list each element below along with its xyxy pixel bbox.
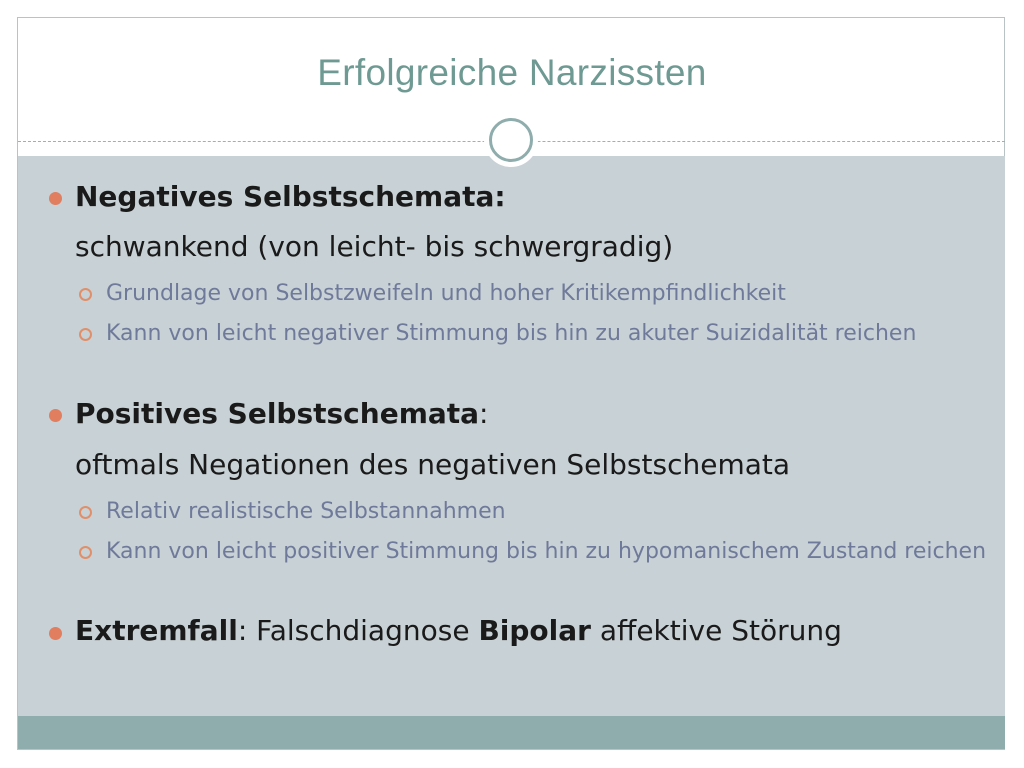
bullet-extremfall: Extremfall: Falschdiagnose Bipolar affektive Störung [75,614,842,647]
slide-title: Erfolgreiche Narzissten [317,52,707,93]
circle-emblem-icon [484,113,538,167]
bullet-dot-icon [49,409,62,422]
sub-bullet-ring-icon [79,288,92,301]
bullet-text-negative: schwankend (von leicht- bis schwergradig) [75,230,674,263]
sub-bullet-text: Kann von leicht negativer Stimmung bis hin zu akuter Suizidalität reichen [106,321,917,346]
footer-bar [18,716,1005,749]
bullet-dot-icon [49,627,62,640]
sub-bullet-text: Relativ realistische Selbstannahmen [106,499,506,524]
bullet-text-positive: oftmals Negationen des negativen Selbstschemata [75,448,791,481]
bullet-heading-negative: Negatives Selbstschemata: [75,180,506,213]
sub-bullet-ring-icon [79,328,92,341]
sub-bullet-text: Kann von leicht positiver Stimmung bis hin zu hypomanischem Zustand reichen [106,539,987,564]
sub-bullet-ring-icon [79,506,92,519]
bullet-heading-positive: Positives Selbstschemata: [75,397,489,430]
sub-bullet-ring-icon [79,546,92,559]
bullet-dot-icon [49,192,62,205]
sub-bullet-text: Grundlage von Selbstzweifeln und hoher Kritikempfindlichkeit [106,281,786,306]
